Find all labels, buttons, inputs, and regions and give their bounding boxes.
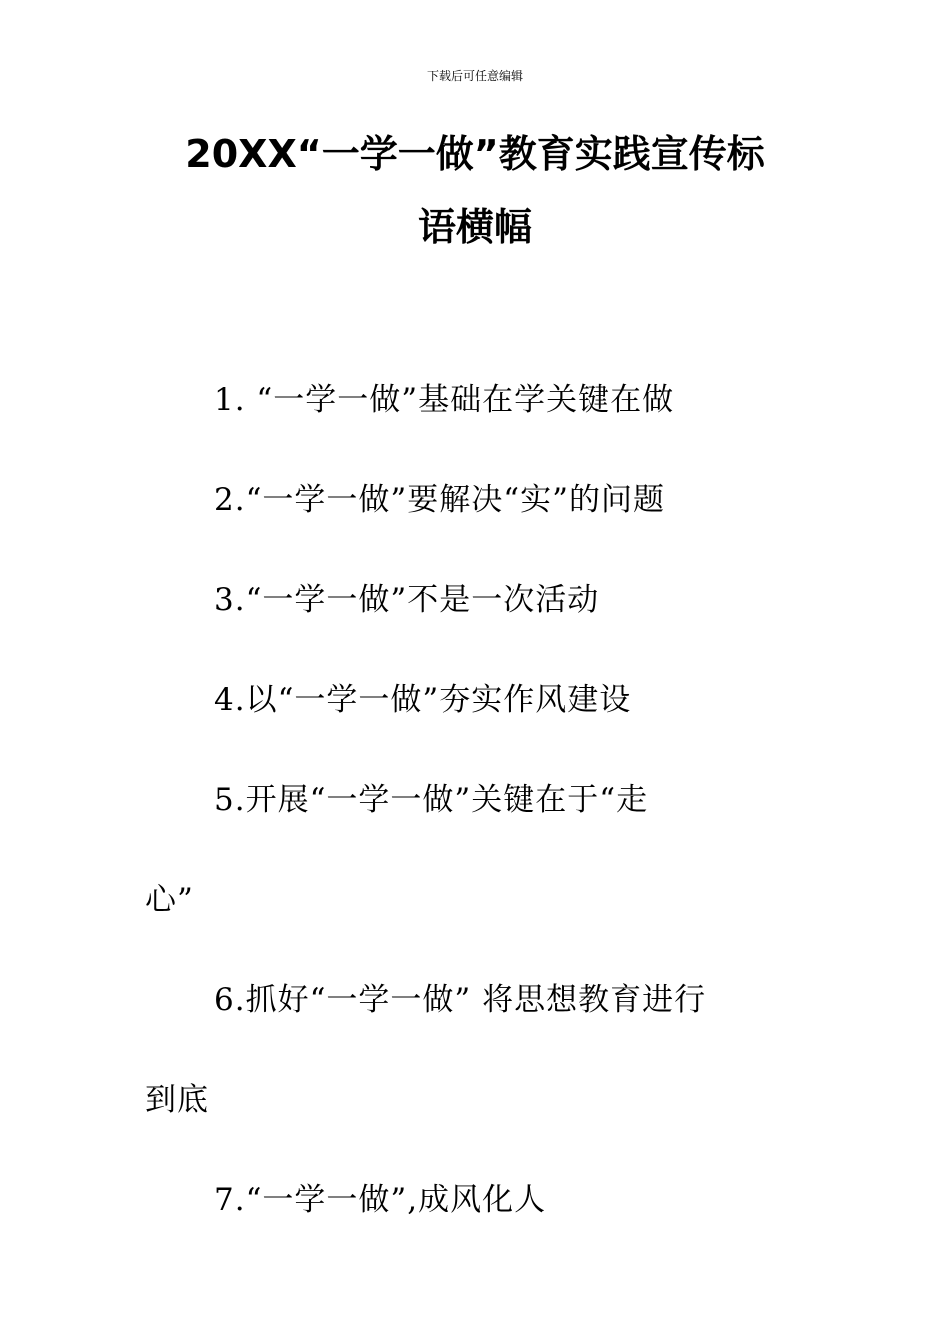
slogan-1: 1. “一学一做”基础在学关键在做 [214,382,675,418]
document-title-line-1: 20XX“一学一做”教育实践宣传标 [185,132,765,176]
slogan-2: 2.“一学一做”要解决“实”的问题 [214,482,665,518]
slogan-4: 4.以“一学一做”夯实作风建设 [214,682,632,718]
slogan-3: 3.“一学一做”不是一次活动 [214,582,600,618]
slogan-6-continuation: 到底 [145,1082,209,1118]
header-note: 下载后可任意编辑 [426,69,523,83]
slogan-6: 6.抓好“一学一做” 将思想教育进行 [214,982,707,1018]
slogan-5: 5.开展“一学一做”关键在于“走 [214,782,649,818]
slogan-7: 7.“一学一做”,成风化人 [214,1182,547,1218]
slogan-5-continuation: 心” [145,882,194,918]
document-title-line-2: 语横幅 [417,205,532,249]
